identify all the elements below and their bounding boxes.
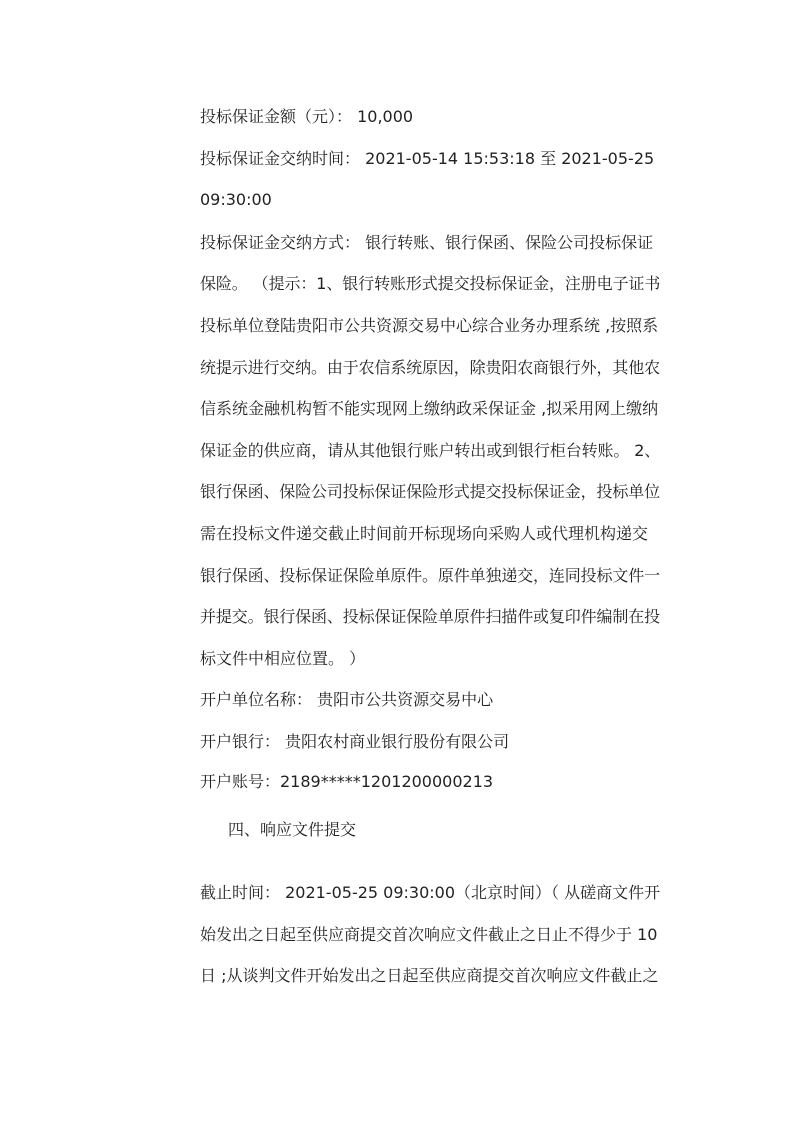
deadline-line: 截止时间： 2021-05-25 09:30:00（北京时间）（ 从磋商文件开 <box>200 883 661 902</box>
paragraph-line: 统提示进行交纳。由于农信系统原因，除贵阳农商银行外，其他农 <box>200 358 660 377</box>
deposit-time-line: 投标保证金交纳时间： 2021-05-14 15:53:18 至 2021-05-25 <box>200 149 655 168</box>
account-name-line: 开户单位名称： 贵阳市公共资源交易中心 <box>200 690 494 709</box>
section-heading: 四、响应文件提交 <box>228 820 357 839</box>
bank-line: 开户银行： 贵阳农村商业银行股份有限公司 <box>200 732 510 751</box>
paragraph-line: 银行保函、保险公司投标保证保险形式提交投标保证金，投标单位 <box>200 482 660 501</box>
deposit-method-line: 投标保证金交纳方式： 银行转账、银行保函、保险公司投标保证 <box>200 233 654 252</box>
paragraph-line: 标文件中相应位置。 ） <box>200 649 366 668</box>
paragraph-line: 并提交。银行保函、投标保证保险单原件扫描件或复印件编制在投 <box>200 607 660 626</box>
paragraph-line: 投标单位登陆贵阳市公共资源交易中心综合业务办理系统 ,按照系 <box>200 316 659 335</box>
paragraph-line: 保险。 （提示：1、银行转账形式提交投标保证金，注册电子证书 <box>200 274 661 293</box>
paragraph-line: 日 ;从谈判文件开始发出之日起至供应商提交首次响应文件截止之 <box>200 966 659 985</box>
paragraph-line: 始发出之日起至供应商提交首次响应文件截止之日止不得少于 10 <box>200 925 658 944</box>
deposit-time-line-cont: 09:30:00 <box>200 190 272 209</box>
paragraph-line: 需在投标文件递交截止时间前开标现场向采购人或代理机构递交 <box>200 524 649 543</box>
paragraph-line: 信系统金融机构暂不能实现网上缴纳政采保证金 ,拟采用网上缴纳 <box>200 399 659 418</box>
paragraph-line: 银行保函、投标保证保险单原件。原件单独递交，连同投标文件一 <box>200 566 660 585</box>
account-number-line: 开户账号：2189*****1201200000213 <box>200 772 494 791</box>
paragraph-line: 保证金的供应商，请从其他银行账户转出或到银行柜台转账。 2、 <box>200 441 661 460</box>
deposit-amount-line: 投标保证金额（元）： 10,000 <box>200 107 414 126</box>
